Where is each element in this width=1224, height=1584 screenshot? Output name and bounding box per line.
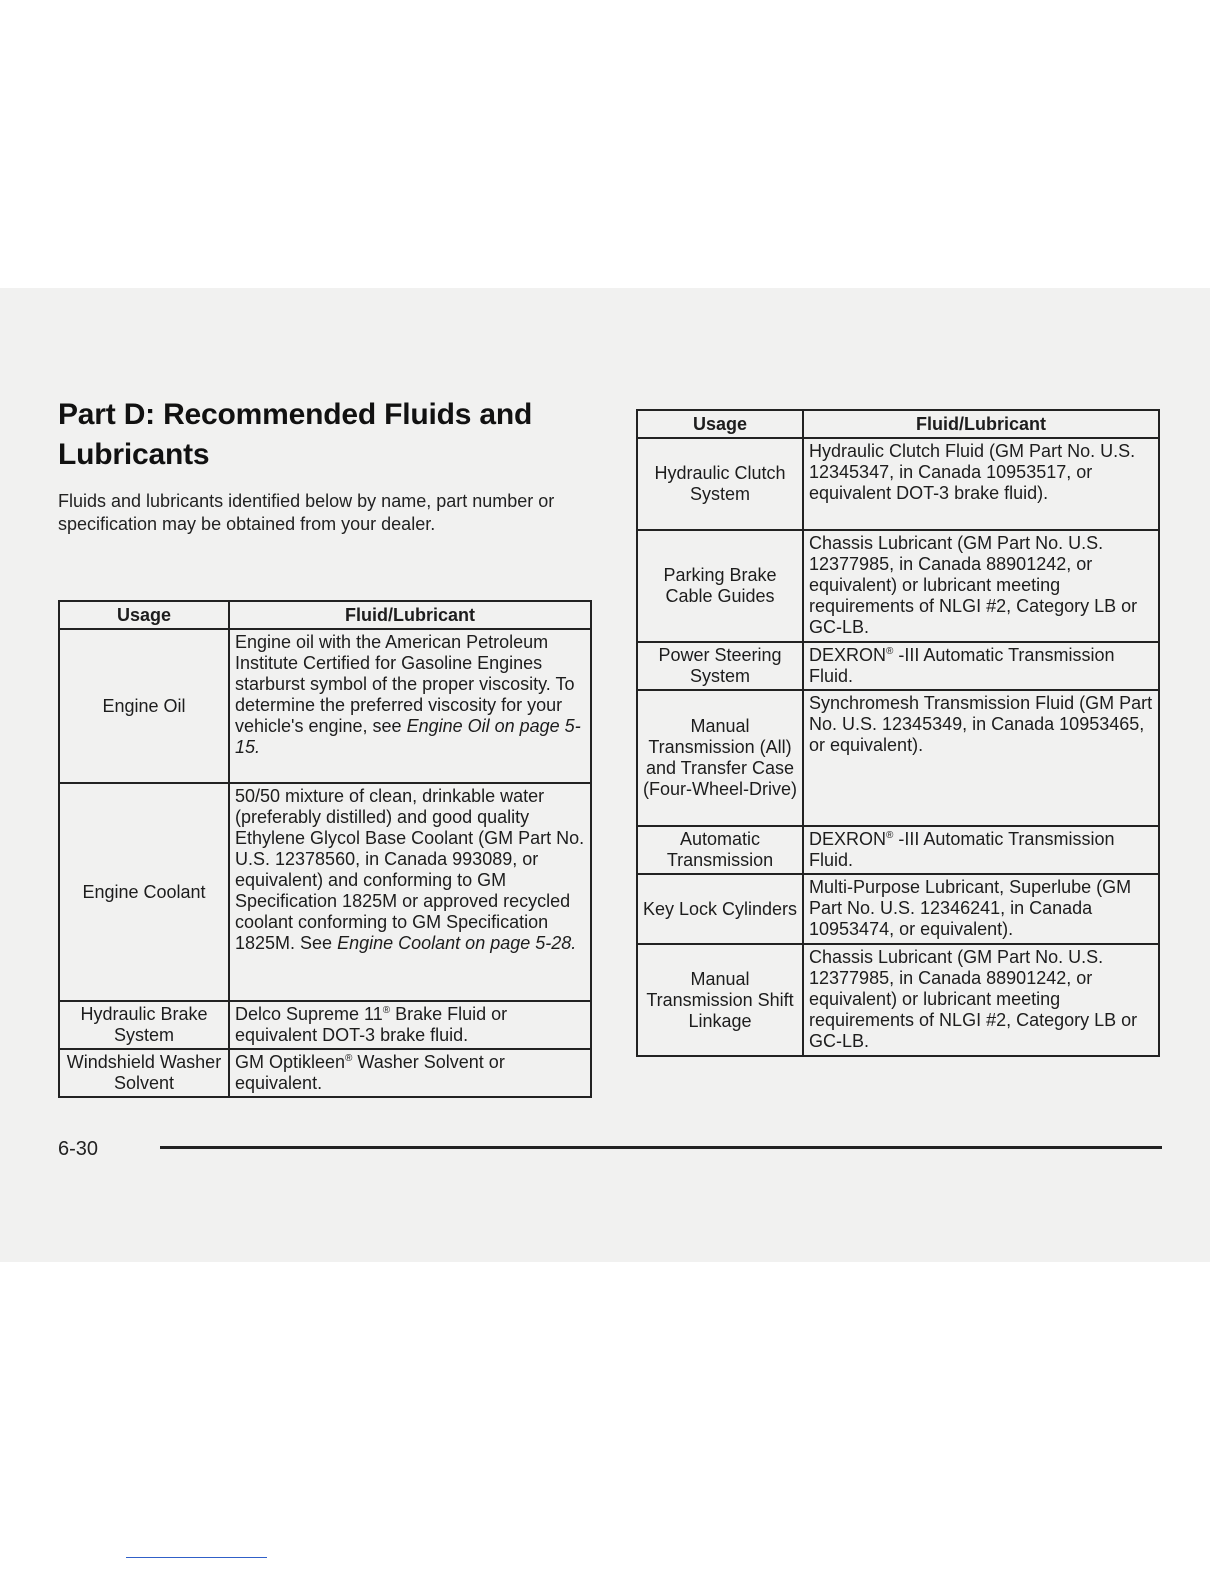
table-row (59, 1049, 591, 1097)
registered-mark: ® (345, 1053, 353, 1064)
table-row (637, 530, 1159, 642)
fluid-header: Fluid/Lubricant (229, 601, 591, 629)
usage-cell: Hydraulic Brake System (59, 1001, 229, 1049)
registered-mark: ® (886, 830, 894, 841)
fluid-text: Washer Solvent or equivalent. (235, 1052, 505, 1093)
registered-mark: ® (382, 1005, 391, 1016)
fluid-text: Brake Fluid or equivalent DOT-3 brake fluid. (235, 1004, 508, 1045)
usage-cell: Automatic Transmission (637, 826, 803, 874)
usage-cell: Parking Brake Cable Guides (637, 530, 803, 642)
fluid-cell: Chassis Lubricant (GM Part No. U.S. 12377985, in Canada 88901242, or equivalent) or lubricant meeting requirements of NLGI #2, Category LB or GC-LB. (803, 530, 1159, 642)
fluid-text: GM Optikleen (235, 1052, 346, 1072)
table-header-row (59, 601, 591, 629)
page-number: 6-30 (58, 1138, 99, 1160)
fluid-cell (229, 629, 591, 783)
page-reference: Engine Coolant on page 5-28. (337, 933, 577, 953)
usage-cell: Windshield Washer Solvent (59, 1049, 229, 1097)
fluid-header: Fluid/Lubricant (803, 410, 1159, 438)
intro-paragraph: Fluids and lubricants identified below by name, part number or specification may be obtained from your dealer. (58, 491, 555, 534)
usage-header: Usage (637, 410, 803, 438)
fluid-cell (229, 1001, 591, 1049)
table-row (637, 944, 1159, 1056)
fluid-cell (803, 642, 1159, 690)
footer-rule (160, 1146, 1162, 1149)
usage-header: Usage (59, 601, 229, 629)
fluid-cell (229, 783, 591, 1001)
fluid-cell: Multi-Purpose Lubricant, Superlube (GM Part No. U.S. 12346241, in Canada 10953474, or equivalent). (803, 874, 1159, 944)
usage-cell: Manual Transmission (All) and Transfer Case (Four-Wheel-Drive) (637, 690, 803, 826)
usage-cell: Hydraulic Clutch System (637, 438, 803, 530)
table-row (637, 438, 1159, 530)
fluid-text: Engine oil with the American Petroleum Institute Certified for Gasoline Engines starburst symbol of the proper viscosity. To determine the preferred viscosity for your vehicle's engine, see (235, 632, 575, 736)
divider-line (126, 1557, 267, 1558)
fluid-text: -III Automatic Transmission Fluid. (809, 645, 1115, 686)
fluid-text: 50/50 mixture of clean, drinkable water (preferably distilled) and good quality Ethylene Glycol Base Coolant (GM Part No. U.S. 12378560, in Canada 993089, or equivalent) and conforming to GM Specification 1825M or approved recycled coolant conforming to GM Specification 1825M. See (235, 786, 585, 953)
fluid-cell (803, 826, 1159, 874)
registered-mark: ® (886, 646, 894, 657)
usage-cell: Engine Oil (59, 629, 229, 783)
fluid-cell: Chassis Lubricant (GM Part No. U.S. 12377985, in Canada 88901242, or equivalent) or lubricant meeting requirements of NLGI #2, Category LB or GC-LB. (803, 944, 1159, 1056)
fluid-text: -III Automatic Transmission Fluid. (809, 829, 1115, 870)
page-reference: Engine Oil on page 5-15. (235, 716, 581, 757)
fluid-cell: Synchromesh Transmission Fluid (GM Part No. U.S. 12345349, in Canada 10953465, or equivalent). (803, 690, 1159, 826)
table-row (59, 1001, 591, 1049)
table-row (637, 874, 1159, 944)
table-row (59, 629, 591, 783)
usage-cell: Engine Coolant (59, 783, 229, 1001)
table-row (637, 690, 1159, 826)
table-row (637, 826, 1159, 874)
fluid-cell: Hydraulic Clutch Fluid (GM Part No. U.S. 12345347, in Canada 10953517, or equivalent DOT-3 brake fluid). (803, 438, 1159, 530)
usage-cell: Key Lock Cylinders (637, 874, 803, 944)
table-row (59, 783, 591, 1001)
fluid-text: DEXRON (809, 829, 887, 849)
fluid-text: Delco Supreme 11 (235, 1004, 383, 1024)
fluids-table-left (58, 600, 592, 1098)
page-title: Part D: Recommended Fluids and Lubricants (58, 398, 533, 471)
fluid-cell (229, 1049, 591, 1097)
fluid-text: DEXRON (809, 645, 887, 665)
usage-cell: Power Steering System (637, 642, 803, 690)
table-row (637, 642, 1159, 690)
usage-cell: Manual Transmission Shift Linkage (637, 944, 803, 1056)
table-header-row (637, 410, 1159, 438)
fluids-table-right (636, 409, 1160, 1057)
